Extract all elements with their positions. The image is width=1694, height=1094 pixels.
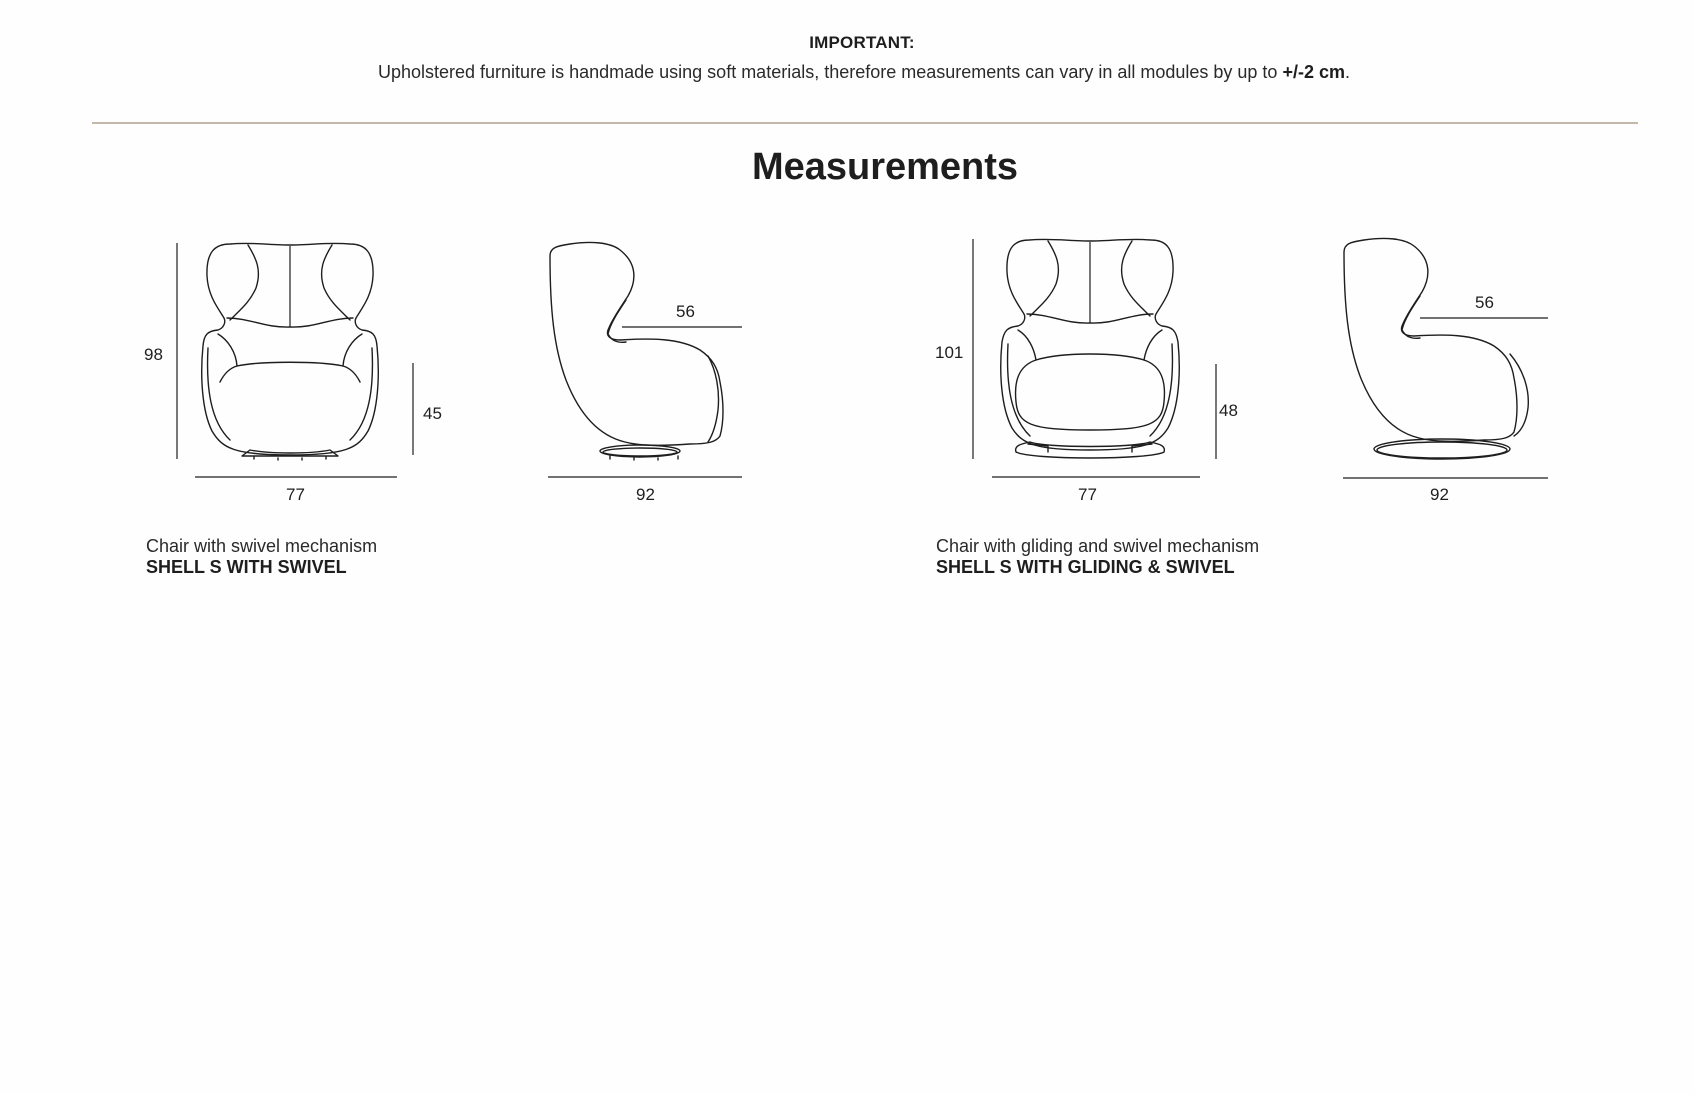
important-notice [0, 62, 1694, 83]
height-label: 101 [935, 343, 964, 362]
product-description: Chair with swivel mechanism [146, 536, 378, 556]
product-name: SHELL S WITH SWIVEL [146, 557, 347, 577]
important-title: IMPORTANT: [809, 33, 915, 52]
section-divider [92, 122, 1638, 124]
seat-height-label: 45 [423, 404, 442, 423]
product-description: Chair with gliding and swivel mechanism [936, 536, 1260, 556]
product-name: SHELL S WITH GLIDING & SWIVEL [936, 557, 1235, 577]
chair-side-drawing [1334, 236, 1559, 481]
seat-depth-label: 56 [676, 302, 695, 321]
seat-depth-label: 56 [1475, 293, 1494, 312]
page-title: Measurements [751, 146, 1019, 188]
chair-front-drawing [966, 232, 1216, 472]
depth-label: 92 [1430, 485, 1449, 504]
chair-front-drawing [170, 236, 410, 466]
chair-side-drawing [540, 240, 760, 480]
notice-period: . [1345, 62, 1351, 82]
height-label: 98 [144, 345, 163, 364]
seat-height-label: 48 [1219, 401, 1238, 420]
tolerance-value: +/-2 cm [1282, 62, 1345, 82]
width-label: 77 [1078, 485, 1097, 504]
notice-text: Upholstered furniture is handmade using soft materials, therefore measurements can vary in all modules by up to [377, 62, 1283, 82]
width-label: 77 [286, 485, 305, 504]
depth-label: 92 [636, 485, 655, 504]
